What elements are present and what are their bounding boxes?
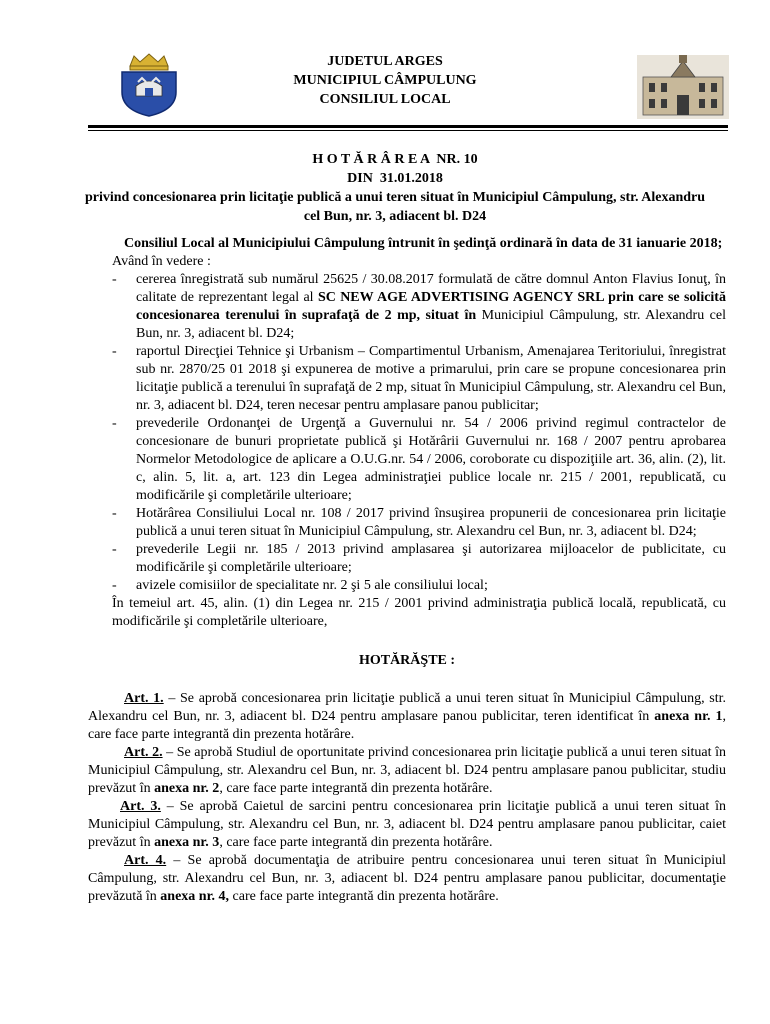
list-item: - Hotărârea Consiliului Local nr. 108 / 2017 privind însuşirea propunerii de concesionarea prin licitaţie publică a unui teren situat în Municipiul Câmpulung, str. Alexandru cel Bun, nr. 3, adiacent bl. D24; xyxy=(136,505,726,541)
header-council: CONSILIUL LOCAL xyxy=(319,92,451,107)
header-county: JUDETUL ARGES xyxy=(327,54,443,69)
decision-title xyxy=(80,150,710,226)
list-item: - raportul Direcţiei Tehnice şi Urbanism – Compartimentul Urbanism, Amenajarea Teritoriului, înregistrat sub nr. 2870/25 01 2018 şi expunerea de motive a primarului, prin care se propune concesionarea prin licitaţie publică a terenului în suprafaţă de 2 mp, situat în Municipiul Câmpulung, str. Alexandru cel Bun, nr. 3, adiacent bl. D24, teren necesar pentru amplasare panou publicitar; xyxy=(136,343,726,415)
list-item: - prevederile Legii nr. 185 / 2013 privind amplasarea şi autorizarea mijloacelor de publicitate, cu modificările şi completările ulterioare; xyxy=(136,541,726,577)
list-item: - avizele comisiilor de specialitate nr. 2 şi 5 ale consiliului local; xyxy=(136,577,726,595)
list-item: - prevederile Ordonanţei de Urgenţă a Guvernului nr. 54 / 2006 privind regimul contractelor de concesionare de bunuri proprietate publică şi Hotărârii Guvernului nr. 168 / 2007 pentru aprobarea Normelor Metodologice de aplicare a O.U.G.nr. 54 / 2006, coroborate cu dispoziţiile art. 36, alin. (2), lit. c, alin. 5, lit. a, art. 123 din Legea administraţiei publice locale nr. 215 / 2001, republicată, cu modificările şi completările ulterioare; xyxy=(136,415,726,505)
decision-number: H O T Ă R Â R E A NR. 10 xyxy=(312,152,478,167)
company-request: SC NEW AGE ADVERTISING AGENCY SRL prin care se solicită concesionarea terenului în suprafaţă de 2 mp, situat în xyxy=(136,290,726,323)
list-item: - cererea înregistrată sub numărul 25625 / 30.08.2017 formulată de către domnul Anton Flavius Ionuţ, în calitate de reprezentant legal al SC NEW AGE ADVERTISING AGENCY SRL prin care se solicită concesionarea terenului în suprafaţă de 2 mp, situat în Municipiul Câmpulung, str. Alexandru cel Bun, nr. 3, adiacent bl. D24; xyxy=(136,271,726,343)
decides-heading: HOTĂRĂŞTE : xyxy=(358,653,456,668)
article-4: Art. 4. – Se aprobă documentaţia de atribuire pentru concesionarea unui teren situat în Municipiul Câmpulung, str. Alexandru cel Bun, nr. 3, adiacent bl. D24 pentru amplasare panou publicitar, documentaţie prevăzută în anexa nr. 4, care face parte integrantă din prezenta hotărâre. xyxy=(88,853,726,904)
article-3: Art. 3. – Se aprobă Caietul de sarcini pentru concesionarea prin licitaţie publică a unui teren situat în Municipiul Câmpulung, str. Alexandru cel Bun, nr. 3, adiacent bl. D24 pentru amplasare panou publicitar, caiet prevăzut în anexa nr. 3, care face parte integrantă din prezenta hotărâre. xyxy=(88,799,726,850)
header-rule-thick xyxy=(88,125,728,128)
header-rule-thin xyxy=(88,130,728,131)
issuer-header xyxy=(0,52,770,109)
council-statement: Consiliul Local al Municipiului Câmpulung întrunit în şedinţă ordinară în data de 31 ianuarie 2018; xyxy=(124,236,723,251)
legal-basis: În temeiul art. 45, alin. (1) din Legea nr. 215 / 2001 privind administraţia publică locală, republicată, cu modificările şi completările ulterioare, xyxy=(112,596,726,629)
decision-body xyxy=(88,235,726,906)
header-municipality: MUNICIPIUL CÂMPULUNG xyxy=(293,73,477,88)
article-2: Art. 2. – Se aprobă Studiul de oportunitate privind concesionarea prin licitaţie publică a unui teren situat în Municipiul Câmpulung, str. Alexandru cel Bun, nr. 3, adiacent bl. D24 pentru amplasare panou publicitar, studiu prevăzut în anexa nr. 2, care face parte integrantă din prezenta hotărâre. xyxy=(88,745,726,796)
decision-subject: privind concesionarea prin licitaţie publică a unui teren situat în Municipiul Câmpulung, str. Alexandru cel Bun, nr. 3, adiacent bl. D24 xyxy=(84,190,706,224)
considerents-list xyxy=(88,271,726,595)
decision-date: DIN 31.01.2018 xyxy=(347,171,443,186)
having-regard: Având în vedere : xyxy=(112,254,211,269)
article-1: Art. 1. – Se aprobă concesionarea prin licitaţie publică a unui teren situat în Municipiul Câmpulung, str. Alexandru cel Bun, nr. 3, adiacent bl. D24 pentru amplasare panou publicitar, teren identificat în anexa nr. 1, care face parte integrantă din prezenta hotărâre. xyxy=(88,691,727,742)
